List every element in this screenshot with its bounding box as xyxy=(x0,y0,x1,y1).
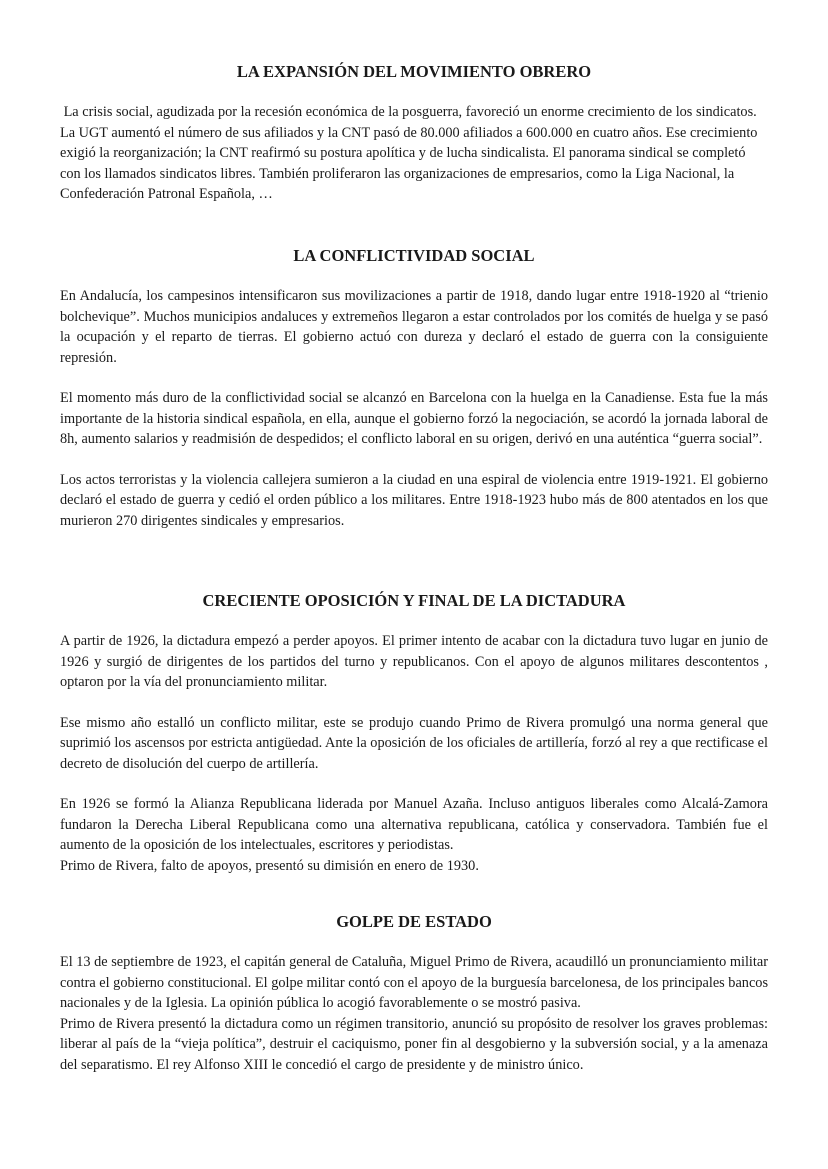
paragraph: La crisis social, agudizada por la recesión económica de la posguerra, favoreció un enorme crecimiento de los sindicatos. La UGT aumentó el número de sus afiliados y la CNT pasó de 80.000 afiliados a 600.000 en cuatro años. Ese crecimiento exigió la reorganización; la CNT reafirmó su postura apolítica y de lucha sindicalista. El panorama sindical se completó con los llamados sindicatos libres. También proliferaron las organizaciones de empresarios, como la Liga Nacional, la Confederación Patronal Española, … xyxy=(60,104,762,202)
section-creciente-oposicion xyxy=(60,591,768,876)
paragraph: En 1926 se formó la Alianza Republicana liderada por Manuel Azaña. Incluso antiguos liberales como Alcalá-Zamora fundaron la Derecha Liberal Republicana como una alternativa republicana, católica y conservadora. También fue el aumento de la oposición de los intelectuales, escritores y periodistas. xyxy=(60,796,768,853)
section-heading: GOLPE DE ESTADO xyxy=(336,912,492,931)
paragraph: Los actos terroristas y la violencia callejera sumieron a la ciudad en una espiral de violencia entre 1919-1921. El gobierno declaró el estado de guerra y cedió el orden público a los militares. Entre 1918-1923 hubo más de 800 atentados en los que murieron 270 dirigentes sindicales y empresarios. xyxy=(60,471,768,529)
paragraph: El momento más duro de la conflictividad social se alcanzó en Barcelona con la huelga en la Canadiense. Esta fue la más importante de la historia sindical española, en ella, aunque el gobierno forzó la negociación, se acordó la jornada laboral de 8h, aumento salarios y readmisión de despedidos; el conflicto laboral en su origen, derivó en una auténtica “guerra social”. xyxy=(60,390,768,447)
section-expansion-movimiento-obrero xyxy=(60,62,768,205)
paragraph: El 13 de septiembre de 1923, el capitán general de Cataluña, Miguel Primo de Rivera, acaudilló un pronunciamiento militar contra el gobierno constitucional. El golpe militar contó con el apoyo de la burguesía barcelonesa, de los principales bancos nacionales y de la Iglesia. La opinión pública lo acogió favorablemente o se mostró pasiva. xyxy=(60,954,769,1011)
section-heading: LA EXPANSIÓN DEL MOVIMIENTO OBRERO xyxy=(236,62,592,81)
paragraph: Primo de Rivera presentó la dictadura como un régimen transitorio, anunció su propósito de resolver los graves problemas: liberar al país de la “vieja política”, destruir el caciquismo, poner fin al desgobierno y la subversión social, y a la amenaza del separatismo. El rey Alfonso XIII le concedió el cargo de presidente y de ministro único. xyxy=(60,1015,768,1073)
section-heading: LA CONFLICTIVIDAD SOCIAL xyxy=(293,246,535,265)
paragraph: Primo de Rivera, falto de apoyos, presentó su dimisión en enero de 1930. xyxy=(60,857,479,874)
section-conflictividad-social xyxy=(60,246,768,531)
section-golpe-de-estado xyxy=(60,912,768,1075)
paragraph: Ese mismo año estalló un conflicto militar, este se produjo cuando Primo de Rivera promulgó una norma general que suprimió los ascensos por estricta antigüedad. Ante la oposición de los oficiales de artillería, forzó al rey a que rectificase el decreto de disolución del cuerpo de artillería. xyxy=(60,714,768,772)
paragraph: A partir de 1926, la dictadura empezó a perder apoyos. El primer intento de acabar con la dictadura tuvo lugar en junio de 1926 y surgió de dirigentes de los partidos del turno y republicanos. Con el apoyo de algunos militares descontentos , optaron por la vía del pronunciamiento militar. xyxy=(60,633,768,690)
section-heading: CRECIENTE OPOSICIÓN Y FINAL DE LA DICTADURA xyxy=(202,591,626,610)
paragraph: En Andalucía, los campesinos intensificaron sus movilizaciones a partir de 1918, dando lugar entre 1918-1920 al “trienio bolchevique”. Muchos municipios andaluces y extremeños llegaron a estar controlados por los comités de huelga y se pasó la ocupación y el reparto de tierras. El gobierno actuó con dureza y declaró el estado de guerra con la consiguiente represión. xyxy=(60,288,768,366)
